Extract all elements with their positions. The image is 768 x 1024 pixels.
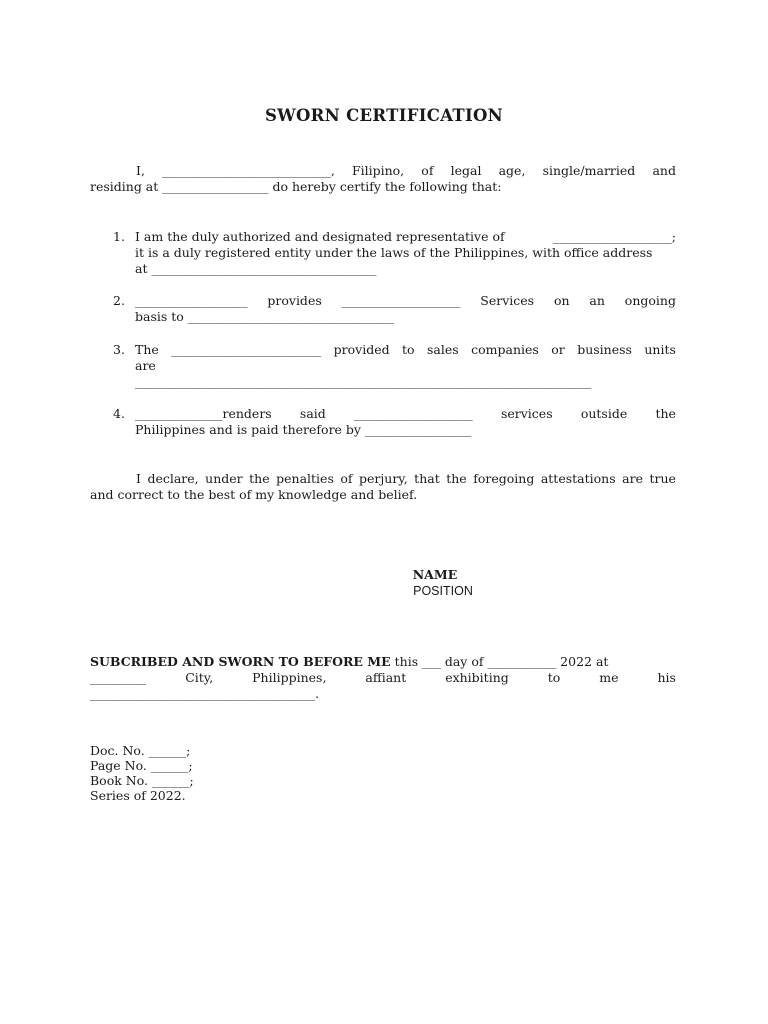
word: age, — [498, 163, 526, 178]
word: are — [622, 471, 643, 486]
word: of — [421, 163, 434, 178]
word: to — [402, 342, 415, 357]
declaration-line-2: and correct to the best of my knowledge and belief. — [90, 487, 418, 502]
series-year: Series of 2022. — [90, 788, 186, 803]
item-line-1 — [135, 229, 676, 245]
word: ongoing — [624, 293, 676, 308]
word: exhibiting — [445, 670, 509, 685]
word: on — [553, 293, 570, 308]
word: business — [577, 342, 632, 357]
word: me — [599, 670, 619, 685]
doc-number: Doc. No. ______; — [90, 743, 191, 758]
jurat-line-2 — [90, 670, 676, 686]
word: units — [644, 342, 676, 357]
word: City, — [185, 670, 214, 685]
jurat-heading: SUBCRIBED AND SWORN TO BEFORE ME — [90, 654, 391, 669]
word: ___________________ — [341, 293, 461, 308]
word: sales — [427, 342, 459, 357]
item-number: 4. — [113, 406, 125, 421]
jurat-line-1-rest: this ___ day of ___________ 2022 at — [390, 654, 609, 669]
word: ________________________ — [171, 342, 322, 357]
page-number: Page No. ______; — [90, 758, 193, 773]
declaration-line-1 — [90, 471, 676, 487]
word: and — [652, 163, 676, 178]
item-number: 1. — [113, 229, 125, 244]
word: Filipino, — [351, 163, 405, 178]
jurat-paragraph — [90, 654, 676, 702]
item-line-2: basis to _________________________________ — [135, 309, 395, 324]
word: services — [500, 406, 553, 421]
item-line-3: at ____________________________________ — [135, 261, 377, 276]
word: that — [414, 471, 440, 486]
word: legal — [450, 163, 482, 178]
word: attestations — [540, 471, 616, 486]
book-number: Book No. ______; — [90, 773, 194, 788]
jurat-line-1 — [90, 654, 676, 670]
word: true — [649, 471, 676, 486]
item-line-2: it is a duly registered entity under the laws of the Philippines, with office address — [135, 245, 653, 260]
declaration-paragraph — [90, 471, 676, 503]
word: perjury, — [359, 471, 408, 486]
list-item — [135, 229, 676, 277]
word: declare, — [147, 471, 199, 486]
item-number: 3. — [113, 342, 125, 357]
intro-paragraph — [90, 163, 676, 195]
word: outside — [580, 406, 628, 421]
word: an — [589, 293, 605, 308]
item-line-3: _________________________________________________________________________ — [135, 374, 592, 389]
notarial-details — [90, 743, 390, 803]
word: the — [655, 406, 676, 421]
word: I, — [136, 163, 145, 178]
word: provides — [267, 293, 322, 308]
item-number: 2. — [113, 293, 125, 308]
word: affiant — [365, 670, 407, 685]
list-item — [135, 293, 676, 325]
word: said — [299, 406, 326, 421]
list-item — [135, 406, 676, 438]
word: single/married — [542, 163, 636, 178]
word: ______________renders — [135, 406, 272, 421]
word: The — [135, 342, 159, 357]
word: provided — [333, 342, 390, 357]
word: __________________ — [135, 293, 248, 308]
jurat-line-3: ____________________________________. — [90, 686, 319, 701]
word: I — [136, 471, 141, 486]
item-line-1 — [135, 406, 676, 422]
item-line-1 — [135, 293, 676, 309]
word: foregoing — [473, 471, 535, 486]
word: Services — [480, 293, 535, 308]
word: ___________________ — [354, 406, 473, 421]
signatory-position: POSITION — [413, 584, 473, 598]
item-line-1 — [135, 342, 676, 358]
word: companies — [471, 342, 539, 357]
word: to — [547, 670, 561, 685]
signatory-name: NAME — [412, 567, 458, 582]
word: of — [340, 471, 353, 486]
word: or — [551, 342, 565, 357]
word: the — [249, 471, 270, 486]
intro-line-1 — [90, 163, 676, 179]
word: I am the duly authorized and designated representative of — [135, 229, 505, 244]
word: under — [205, 471, 243, 486]
word: _________ — [90, 670, 147, 685]
word: the — [446, 471, 467, 486]
word: ___________________________, — [162, 163, 335, 178]
word: Philippines, — [252, 670, 327, 685]
word: penalties — [276, 471, 334, 486]
item-line-2: Philippines and is paid therefore by _________________ — [135, 422, 472, 437]
list-item — [135, 342, 676, 390]
word: his — [657, 670, 676, 685]
item-line-2: are — [135, 358, 156, 373]
intro-line-2: residing at _________________ do hereby certify the following that: — [90, 179, 502, 194]
document-title: SWORN CERTIFICATION — [264, 106, 504, 125]
word: ___________________; — [553, 229, 676, 244]
